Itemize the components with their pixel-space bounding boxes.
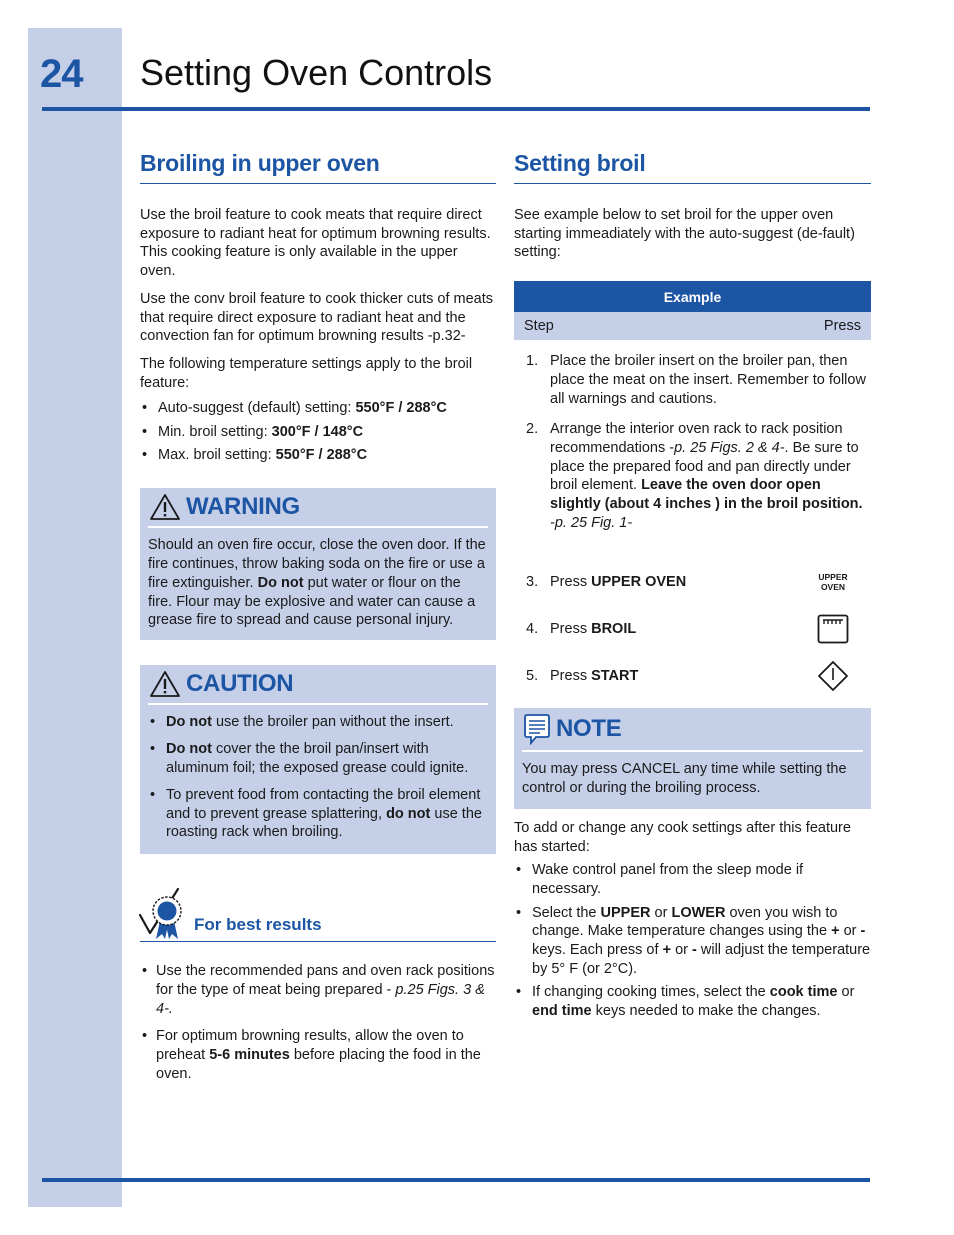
list-item: • Do not use the broiler pan without the insert. [148,713,488,732]
page-number: 24 [40,52,83,96]
caution-triangle-icon [148,669,182,699]
steps-list [514,352,871,694]
top-rule [42,107,870,111]
temperature-settings-list [140,399,496,464]
section-heading-setting-broil: Setting broil [514,150,871,184]
list-item: • Use the recommended pans and oven rack positions for the type of meat being prepared - p.25 Figs. 3 & 4-. [140,962,496,1018]
change-settings-list [514,861,871,1021]
upper-oven-key-icon: UPPER OVEN [818,572,848,593]
note-pad-icon [522,713,552,745]
warning-text: Should an oven fire occur, close the oven door. If the fire continues, throw baking soda on the fire or use a fire extinguisher. Do not put water or flour on the fire. Flour may be explosive and water can cause a grease fire to spread and cause personal injury. [148,537,486,629]
page-title: Setting Oven Controls [140,52,493,93]
note-box [514,708,871,808]
step-3: 3. Press UPPER OVEN UPPER OVEN [526,572,848,593]
start-key-icon [817,660,849,692]
example-header: Example [514,281,871,312]
paragraph: To add or change any cook settings after this feature has started: [514,819,851,855]
warning-header [148,488,488,528]
caution-box [140,665,496,854]
list-item: • If changing cooking times, select the cook time or end time keys needed to make the changes. [514,983,871,1020]
best-results-header [140,886,496,942]
list-item: • Wake control panel from the sleep mode if necessary. [514,861,871,898]
example-table [514,281,871,340]
paragraph: Use the conv broil feature to cook thicker cuts of meats that require direct exposure to radiant heat and the convection fan for optimum browning results -p.32- [140,290,493,345]
step-column-label: Step [514,312,680,340]
list-item: • Max. broil setting: 550°F / 288°C [140,446,496,465]
broil-key-icon [817,614,849,644]
paragraph: The following temperature settings apply to the broil feature: [140,355,473,391]
step-5: 5. Press START [514,658,871,694]
list-item: • Do not cover the the broil pan/insert with aluminum foil; the exposed grease could ignite. [148,740,488,777]
ribbon-check-icon [138,885,190,941]
note-header [522,708,863,752]
paragraph: See example below to set broil for the upper oven starting immeadiately with the auto-suggest (de-fault) setting: [514,207,855,261]
step-1: 1. Place the broiler insert on the broiler pan, then place the meat on the insert. Remember to follow all warnings and cautions. [526,353,866,407]
list-item: • For optimum browning results, allow the oven to preheat 5-6 minutes before placing the food in the oven. [140,1027,496,1083]
press-column-label: Press [680,312,871,340]
bottom-rule [42,1178,870,1182]
best-results-list [140,962,496,1083]
best-results-title: For best results [194,915,322,935]
list-item: • Select the UPPER or LOWER oven you wish to change. Make temperature changes using the + or - keys. Each press of + or - will adjust the temperature by 5° F (or 2°C). [514,904,871,979]
step-2: 2. Arrange the interior oven rack to rack position recommendations -p. 25 Figs. 2 & 4-. Be sure to place the prepared food and pan directly under broil element. Leave the oven door open slightly (about 4 inches ) in the broil position. -p. 25 Fig. 1- [526,421,863,531]
caution-list [148,713,488,842]
caution-title: CAUTION [186,669,294,697]
step-4: 4. Press BROIL [514,611,871,647]
list-item: • Auto-suggest (default) setting: 550°F / 288°C [140,399,496,418]
note-text: You may press CANCEL any time while setting the control or during the broiling process. [522,761,847,797]
warning-triangle-icon [148,492,182,522]
right-column [514,150,871,1021]
paragraph: Use the broil feature to cook meats that require direct exposure to radiant heat for optimum browning results. This cooking feature is only available in the upper oven. [140,207,491,280]
list-item: • To prevent food from contacting the broil element and to prevent grease splattering, do not use the roasting rack when broiling. [148,786,488,842]
warning-title: WARNING [186,493,300,521]
note-title: NOTE [556,715,622,743]
left-column [140,150,496,1083]
section-heading-broiling: Broiling in upper oven [140,150,496,184]
list-item: • Min. broil setting: 300°F / 148°C [140,423,496,442]
caution-header [148,665,488,705]
side-band [28,28,122,1207]
warning-box [140,488,496,640]
